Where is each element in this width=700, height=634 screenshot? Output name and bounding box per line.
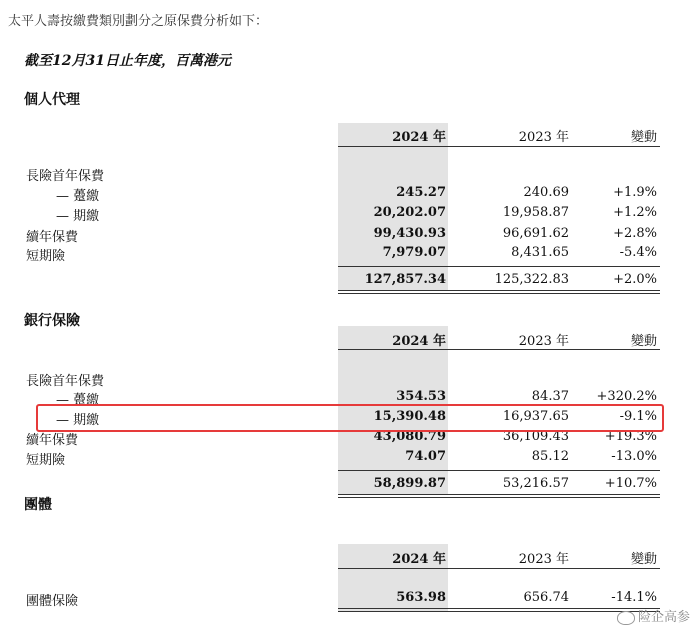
row-label: 短期險 [26, 249, 66, 264]
row-label: 長險首年保費 [26, 374, 105, 389]
value-2024: 245.27 [396, 185, 446, 200]
value-2023: 96,691.62 [502, 226, 569, 241]
row-label: — 躉繳 [56, 189, 100, 204]
value-2023: 8,431.65 [511, 245, 569, 260]
table-subtitle: 截至12月31日止年度，百萬港元 [24, 53, 231, 69]
value-change: +320.2% [596, 389, 657, 404]
row-label: 續年保費 [26, 433, 79, 448]
value-change: +19.3% [604, 429, 657, 444]
row-label: 長險首年保費 [26, 169, 105, 184]
total-change: +2.0% [613, 272, 657, 287]
value-2024: 563.98 [396, 590, 446, 605]
section-title-bancassurance: 銀行保險 [24, 313, 80, 329]
header-rule [338, 146, 660, 147]
header-2023: 2023 年 [518, 552, 569, 567]
double-rule [338, 293, 660, 294]
row-label: 續年保費 [26, 230, 79, 245]
header-rule [338, 568, 660, 569]
row-label: — 躉繳 [56, 393, 100, 408]
double-rule [338, 494, 660, 495]
watermark [617, 606, 690, 625]
row-label: 短期險 [26, 453, 66, 468]
double-rule [338, 290, 660, 291]
total-rule [338, 266, 660, 267]
double-rule [338, 611, 660, 612]
total-rule [338, 470, 660, 471]
value-2023: 240.69 [523, 185, 569, 200]
row-label: — 期繳 [56, 413, 100, 428]
value-2024: 74.07 [405, 449, 446, 464]
double-rule [338, 497, 660, 498]
row-label: 團體保險 [26, 594, 79, 609]
value-2023: 656.74 [523, 590, 569, 605]
header-2023: 2023 年 [518, 334, 569, 349]
row-label: — 期繳 [56, 209, 100, 224]
value-2023: 84.37 [531, 389, 569, 404]
header-change: 變動 [630, 552, 657, 567]
section-title-group: 團體 [24, 497, 52, 513]
header-change: 變動 [630, 334, 657, 349]
value-2024: 7,979.07 [382, 245, 446, 260]
value-change: -14.1% [611, 590, 657, 605]
value-2024: 354.53 [396, 389, 446, 404]
value-2024: 20,202.07 [373, 205, 446, 220]
value-change: -13.0% [611, 449, 657, 464]
total-2023: 53,216.57 [502, 476, 569, 491]
header-rule [338, 349, 660, 350]
value-2023: 16,937.65 [502, 409, 569, 424]
value-change: +1.9% [613, 185, 657, 200]
weibo-icon [617, 611, 635, 625]
intro-text: 太平人壽按繳費類別劃分之原保費分析如下： [8, 14, 269, 29]
header-2023: 2023 年 [518, 130, 569, 145]
watermark-text: 险企高参 [637, 610, 690, 625]
value-2023: 85.12 [531, 449, 569, 464]
total-change: +10.7% [604, 476, 657, 491]
section-title-agency: 個人代理 [24, 92, 80, 108]
value-change: +2.8% [613, 226, 657, 241]
total-2024: 58,899.87 [373, 476, 446, 491]
value-change: +1.2% [613, 205, 657, 220]
value-2024: 15,390.48 [373, 409, 446, 424]
highlight-box [36, 404, 664, 432]
value-2023: 19,958.87 [502, 205, 569, 220]
total-2023: 125,322.83 [494, 272, 569, 287]
header-2024: 2024 年 [392, 130, 446, 145]
double-rule [338, 608, 660, 609]
value-change: -5.4% [619, 245, 657, 260]
header-change: 變動 [630, 130, 657, 145]
value-2024: 43,080.79 [373, 429, 446, 444]
value-2024: 99,430.93 [373, 226, 446, 241]
header-2024: 2024 年 [392, 552, 446, 567]
value-change: -9.1% [619, 409, 657, 424]
total-2024: 127,857.34 [364, 272, 446, 287]
value-2023: 36,109.43 [502, 429, 569, 444]
header-2024: 2024 年 [392, 334, 446, 349]
